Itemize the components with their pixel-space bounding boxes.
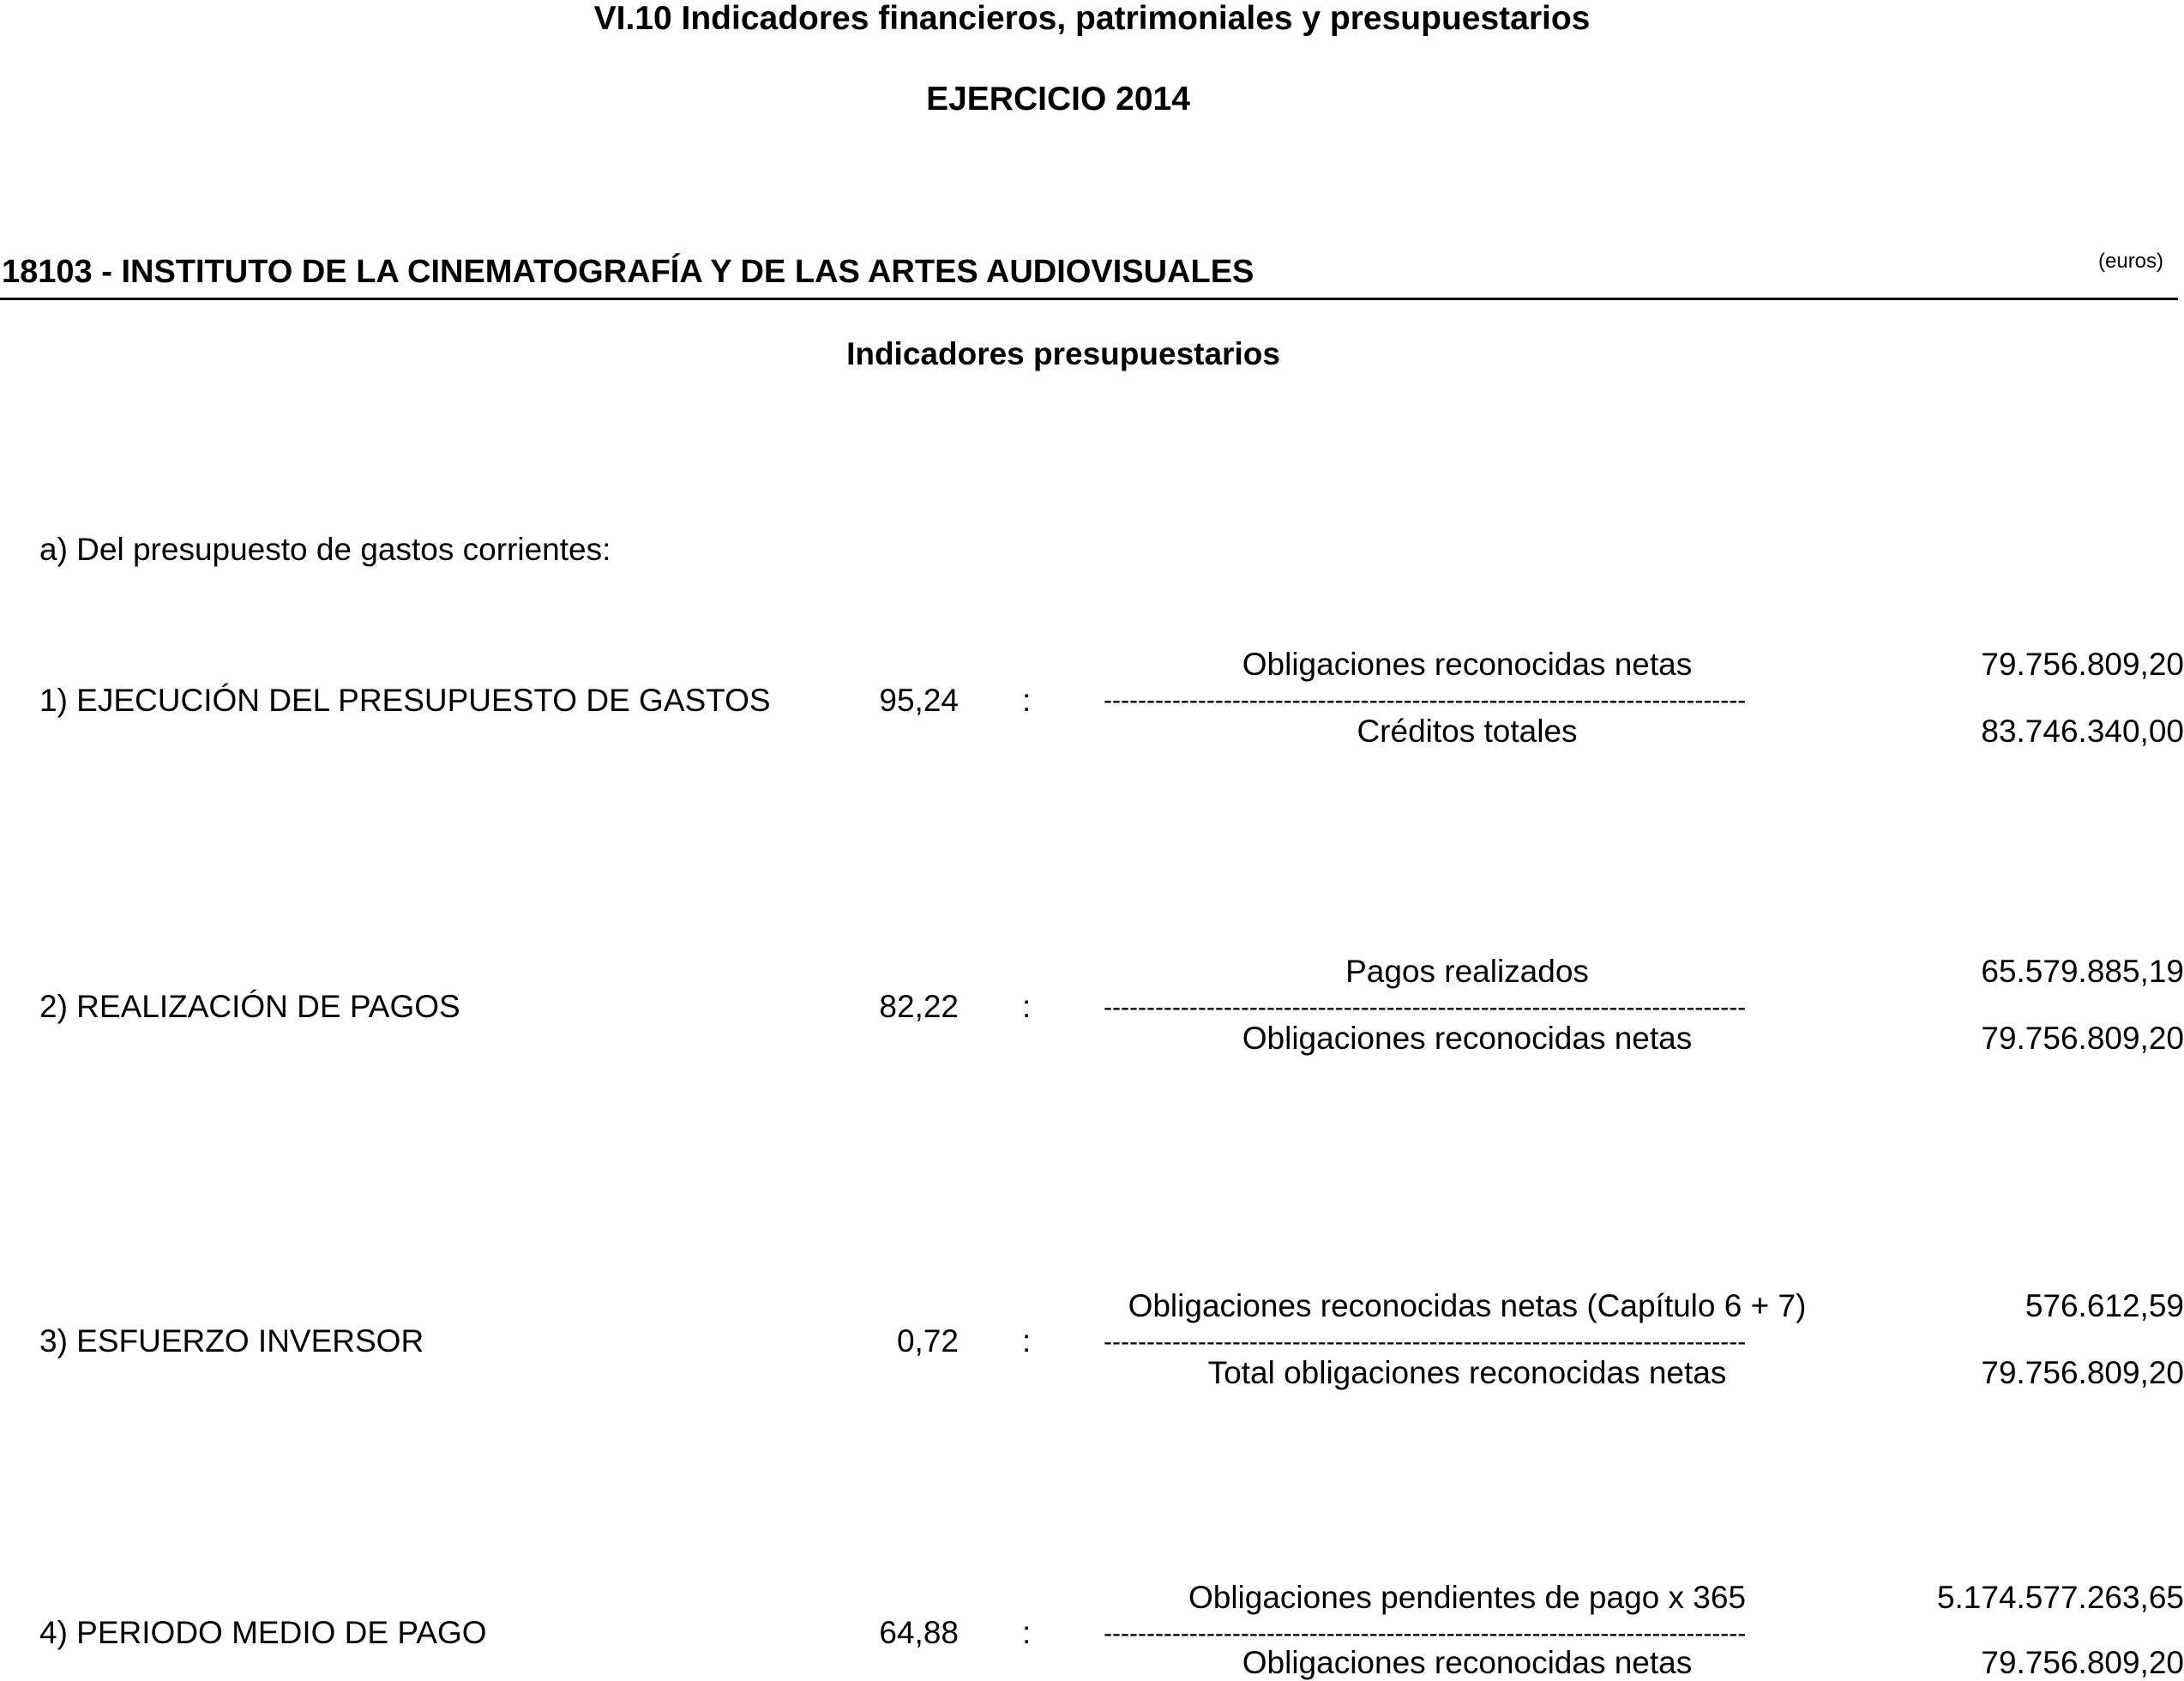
denominator-label: Créditos totales: [1357, 714, 1578, 749]
section-title: Indicadores presupuestarios: [846, 336, 1280, 371]
indicator-value: 0,72: [896, 1323, 959, 1359]
denominator-label: Obligaciones reconocidas netas: [1242, 1021, 1693, 1056]
numerator-amount: 5.174.577.263,65: [1936, 1580, 2184, 1615]
fraction-line: ---------------------------------------------------------------------------: [1104, 993, 1747, 1021]
units-label: (euros): [2098, 250, 2164, 273]
fraction-line: ---------------------------------------------------------------------------: [1104, 1328, 1747, 1356]
denominator-amount: 79.756.809,20: [1981, 1021, 2184, 1056]
numerator-amount: 576.612,59: [2025, 1288, 2184, 1323]
indicator-value: 95,24: [879, 683, 959, 718]
denominator-label: Total obligaciones reconocidas netas: [1207, 1355, 1727, 1390]
numerator-label: Obligaciones pendientes de pago x 365: [1188, 1580, 1747, 1615]
denominator-amount: 83.746.340,00: [1981, 714, 2184, 749]
entity-name: 18103 - INSTITUTO DE LA CINEMATOGRAFÍA Y DE LAS ARTES AUDIOVISUALES: [2, 254, 1254, 290]
numerator-label: Obligaciones reconocidas netas: [1242, 647, 1693, 682]
fraction-line: ---------------------------------------------------------------------------: [1104, 686, 1747, 714]
indicator-colon: :: [1022, 1323, 1032, 1359]
indicator-colon: :: [1022, 989, 1032, 1024]
denominator-amount: 79.756.809,20: [1981, 1645, 2184, 1680]
indicator-colon: :: [1022, 1615, 1032, 1650]
exercise-year: EJERCICIO 2014: [926, 81, 1190, 117]
denominator-label: Obligaciones reconocidas netas: [1242, 1645, 1693, 1680]
header-divider: [0, 298, 2178, 300]
numerator-label: Pagos realizados: [1345, 954, 1589, 989]
page-title: VI.10 Indicadores financieros, patrimoniales y presupuestarios: [593, 0, 1591, 37]
indicator-value: 82,22: [879, 989, 959, 1024]
indicator-label: 2) REALIZACIÓN DE PAGOS: [39, 989, 460, 1024]
denominator-amount: 79.756.809,20: [1981, 1355, 2184, 1390]
numerator-amount: 79.756.809,20: [1981, 647, 2184, 682]
fraction-line: ---------------------------------------------------------------------------: [1104, 1619, 1747, 1648]
numerator-label: Obligaciones reconocidas netas (Capítulo 6 + 7): [1128, 1288, 1807, 1323]
indicator-label: 4) PERIODO MEDIO DE PAGO: [39, 1615, 487, 1650]
indicator-value: 64,88: [879, 1615, 959, 1650]
indicator-colon: :: [1022, 683, 1032, 718]
indicator-label: 3) ESFUERZO INVERSOR: [39, 1323, 424, 1359]
numerator-amount: 65.579.885,19: [1981, 954, 2184, 989]
subsection-title: a) Del presupuesto de gastos corrientes:: [39, 532, 611, 567]
indicator-label: 1) EJECUCIÓN DEL PRESUPUESTO DE GASTOS: [39, 683, 771, 718]
